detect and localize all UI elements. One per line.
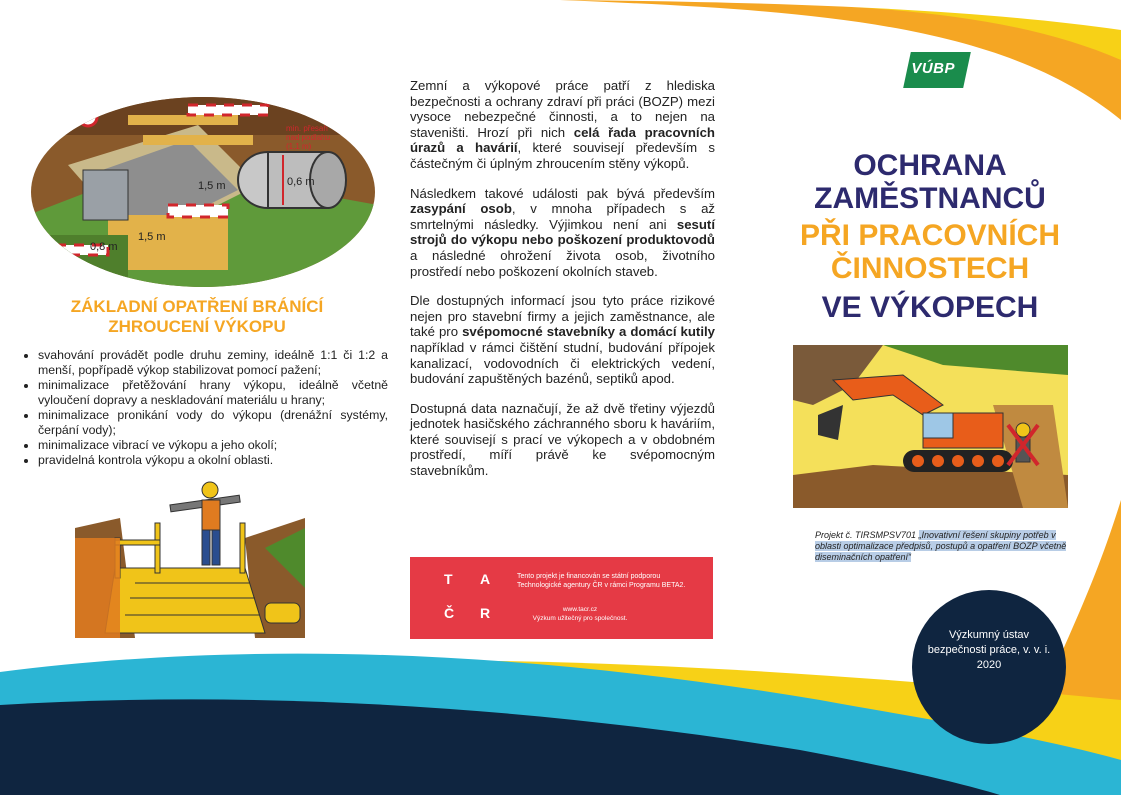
project-info	[815, 530, 1067, 563]
tacr-slogan: Výzkum užitečný pro společnost.	[532, 615, 628, 622]
institute-year: 2020	[976, 659, 1002, 671]
tacr-info: Tento projekt je financován se státní podporou Technologické agentury ČR v rámci Programu BETA2.	[517, 573, 686, 589]
label-dim-0-8: 0,8 m	[90, 241, 118, 253]
institute-line1: Výzkumný ústav	[948, 629, 1030, 641]
p2-text-d: a následné ohrožení života osob, životního prostředí nebo poškození okolních staveb.	[410, 247, 715, 279]
p3-text-c: například v rámci čištění studní, budování přípojek kanalizací, vodovodních či elektrických vedení, budování zapuštěných bazénů, septiků apod.	[410, 339, 715, 387]
label-dim-1-5-b: 1,5 m	[138, 231, 166, 243]
paragraph-2	[410, 186, 715, 280]
p2-bold-1: zasypání osob	[410, 201, 512, 217]
list-item: • svahování provádět podle druhu zeminy, ideálně 1:1 či 1:2 a menší, popřípadě výkop stabilizovat pomocí pažení;	[38, 348, 388, 378]
label-min-presah: min. přesah	[286, 124, 328, 133]
institute-line2: bezpečnosti práce, v. v. i.	[927, 644, 1051, 656]
institute-circle	[912, 590, 1066, 744]
tacr-letter: R	[480, 605, 491, 621]
label-dim-1-5-a: 1,5 m	[198, 180, 226, 192]
intro-text	[410, 78, 715, 493]
title-line-1: OCHRANA	[853, 149, 1007, 182]
tacr-letter: Č	[444, 605, 455, 621]
vubp-logo-text: VÚBP	[911, 60, 956, 77]
paragraph-3	[410, 293, 715, 387]
title-line-3: PŘI PRACOVNÍCH	[799, 219, 1061, 252]
p1-text-a: Zemní a výkopové práce patří z hlediska bezpečnosti a ochrany zdraví při práci (BOZP) mezi vysoce nebezpečné činnosti, a to nejen na staveništi. Hrozí při nich	[410, 78, 715, 140]
measures-title-line2: ZHROUCENÍ VÝKOPU	[108, 317, 286, 336]
label-presah-value: (1,1 m)	[286, 142, 312, 151]
worker-walkway-illustration	[75, 478, 305, 638]
p3-text-a: Dle dostupných informací jsou tyto práce rizikové nejen pro stavební firmy a jejich zaměstnance, ale také pro	[410, 293, 715, 340]
tacr-letter: A	[480, 571, 491, 587]
list-item: • minimalizace vibrací ve výkopu a jeho okolí;	[38, 438, 388, 453]
title-line-2: ZAMĚSTNANCŮ	[814, 182, 1046, 215]
measures-title	[38, 297, 356, 337]
measures-list	[18, 348, 388, 468]
list-item: • pravidelná kontrola výkopu a okolní oblasti.	[38, 453, 388, 468]
title-line-5: VE VÝKOPECH	[821, 291, 1039, 324]
paragraph-1	[410, 78, 715, 172]
list-item: • minimalizace pronikání vody do výkopu (drenážní systémy, čerpání vody);	[38, 408, 388, 438]
p2-bold-2: sesutí strojů do výkopu nebo poškození produktovodů	[410, 216, 715, 248]
excavator-illustration	[793, 345, 1068, 508]
vubp-logo	[903, 52, 971, 88]
project-title: „Inovativní řešení skupiny potřeb v oblasti optimalizace předpisů, postupů a opatření BOZP včetně diseminačních opatření“	[815, 530, 1067, 562]
p1-text-c: , které souvisejí především s částečným či úplným zhroucením stěny výkopů.	[410, 140, 715, 171]
project-number: Projekt č. TIRSMPSV701	[815, 530, 919, 540]
measures-title-line1: ZÁKLADNÍ OPATŘENÍ BRÁNÍCÍ	[70, 297, 324, 316]
title-line-4: ČINNOSTECH	[830, 252, 1030, 285]
institute-text	[912, 628, 1066, 673]
p1-bold-1: celá řada pracovních úrazů a havárií	[410, 124, 715, 156]
paragraph-4: Dostupná data naznačují, že až dvě třetiny výjezdů jednotek hasičského záchranného sboru k haváriím, které souvisejí s prací ve výkopech a v obdobném prostředí, míří právě ke svépomocným stavebníkům.	[410, 400, 715, 479]
tacr-url: www.tacr.cz	[562, 606, 598, 613]
tacr-letter: T	[444, 571, 453, 587]
trench-illustration	[28, 95, 378, 290]
tacr-web	[520, 605, 640, 623]
p2-text-a: Následkem takové události pak bývá především	[410, 185, 715, 201]
list-item: • minimalizace přetěžování hrany výkopu, ideálně včetně vyloučení dopravy a neskladování materiálu u hrany;	[38, 378, 388, 408]
p2-text-c: , v mnoha případech s až smrtelnými následky. Výjimkou není ani	[410, 201, 716, 232]
label-dim-0-6: 0,6 m	[287, 176, 315, 188]
tacr-funding-box	[410, 557, 713, 639]
p3-bold-1: svépomocné stavebníky a domácí kutily	[462, 324, 715, 340]
label-nad-podlahu: nad podlahu	[286, 133, 331, 142]
